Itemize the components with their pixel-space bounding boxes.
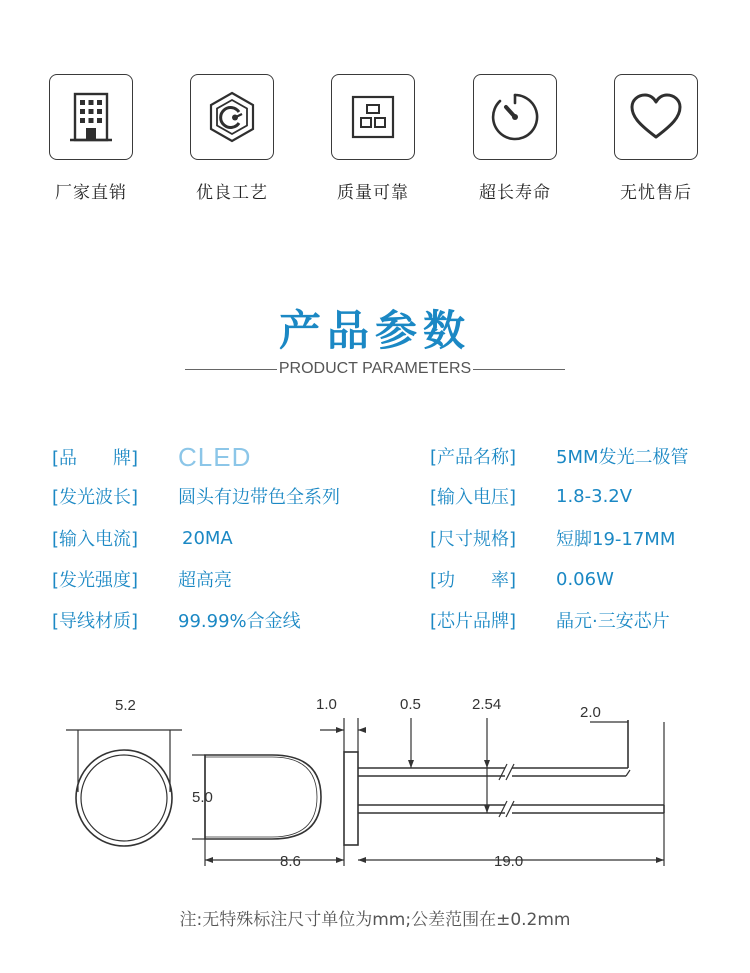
- divider-line: [473, 369, 565, 370]
- dim-body-diameter: 5.0: [192, 789, 213, 806]
- param-value: 超高亮: [178, 570, 232, 591]
- building-icon: [69, 91, 113, 143]
- led-flange: [344, 752, 358, 845]
- section-subtitle: [185, 358, 565, 380]
- param-product-name: [430, 441, 689, 471]
- param-value: 1.8-3.2V: [556, 485, 633, 507]
- dim-lead-length: 19.0: [494, 853, 524, 870]
- param-key: [尺寸规格]: [430, 529, 517, 550]
- section-subtitle-text: PRODUCT PARAMETERS: [278, 360, 472, 377]
- param-wavelength: [52, 481, 340, 511]
- dim-pitch: 2.54: [472, 696, 502, 713]
- feature-direct-sale: [41, 74, 141, 203]
- param-value: 99.99%合金线: [178, 611, 301, 632]
- param-intensity: [52, 564, 232, 594]
- param-current: [52, 523, 233, 553]
- feature-craft: [182, 74, 282, 203]
- dim-flange: 1.0: [316, 696, 337, 713]
- led-top-view-outer: [76, 750, 172, 846]
- feature-box: [49, 74, 133, 160]
- param-voltage: [430, 481, 632, 511]
- feature-box: [614, 74, 698, 160]
- feature-quality: [323, 74, 423, 203]
- param-value: 0.06W: [556, 568, 614, 590]
- dim-lead-width: 0.5: [400, 696, 421, 713]
- hexagon-gauge-icon: [205, 90, 259, 144]
- param-key: [发光强度]: [52, 570, 139, 591]
- divider-line: [185, 369, 277, 370]
- led-top-view-inner: [81, 755, 167, 841]
- feature-box: [473, 74, 557, 160]
- feature-row: [0, 74, 750, 214]
- feature-label: 优良工艺: [196, 183, 268, 203]
- dim-step: 2.0: [580, 704, 601, 721]
- quality-grid-icon: [350, 94, 396, 140]
- param-brand: [52, 442, 251, 472]
- led-body-outline: [205, 755, 321, 839]
- feature-label: 超长寿命: [479, 183, 551, 203]
- feature-box: [190, 74, 274, 160]
- param-value: CLED: [178, 441, 252, 472]
- feature-lifetime: [465, 74, 565, 203]
- param-key: [产品名称]: [430, 447, 517, 468]
- unit-note: 注:无特殊标注尺寸单位为mm;公差范围在±0.2mm: [179, 910, 571, 930]
- feature-box: [331, 74, 415, 160]
- param-key: [品 牌]: [52, 448, 139, 469]
- feature-label: 无忧售后: [620, 183, 692, 203]
- param-value: 晶元·三安芯片: [556, 611, 670, 632]
- param-value: 短脚19-17MM: [556, 529, 676, 550]
- param-value: 圆头有边带色全系列: [178, 487, 340, 508]
- feature-after-sale: [606, 74, 706, 203]
- param-size: [430, 523, 675, 553]
- param-key: [发光波长]: [52, 487, 139, 508]
- led-dimension-drawing: [0, 680, 750, 880]
- timer-icon: [488, 90, 542, 144]
- param-value: 20MA: [182, 527, 233, 549]
- dim-body-length: 8.6: [280, 853, 301, 870]
- param-key: [导线材质]: [52, 611, 139, 632]
- param-wire: [52, 605, 301, 635]
- param-key: [输入电压]: [430, 487, 517, 508]
- dim-top-diameter: 5.2: [115, 697, 136, 714]
- feature-label: 质量可靠: [337, 183, 409, 203]
- param-key: [芯片品牌]: [430, 611, 517, 632]
- param-key: [功 率]: [430, 570, 517, 591]
- param-chip: [430, 605, 670, 635]
- param-power: [430, 564, 614, 594]
- section-title: 产品参数: [278, 306, 471, 355]
- feature-label: 厂家直销: [55, 183, 127, 203]
- param-key: [输入电流]: [52, 529, 139, 550]
- heart-icon: [628, 92, 684, 142]
- param-value: 5MM发光二极管: [556, 447, 689, 468]
